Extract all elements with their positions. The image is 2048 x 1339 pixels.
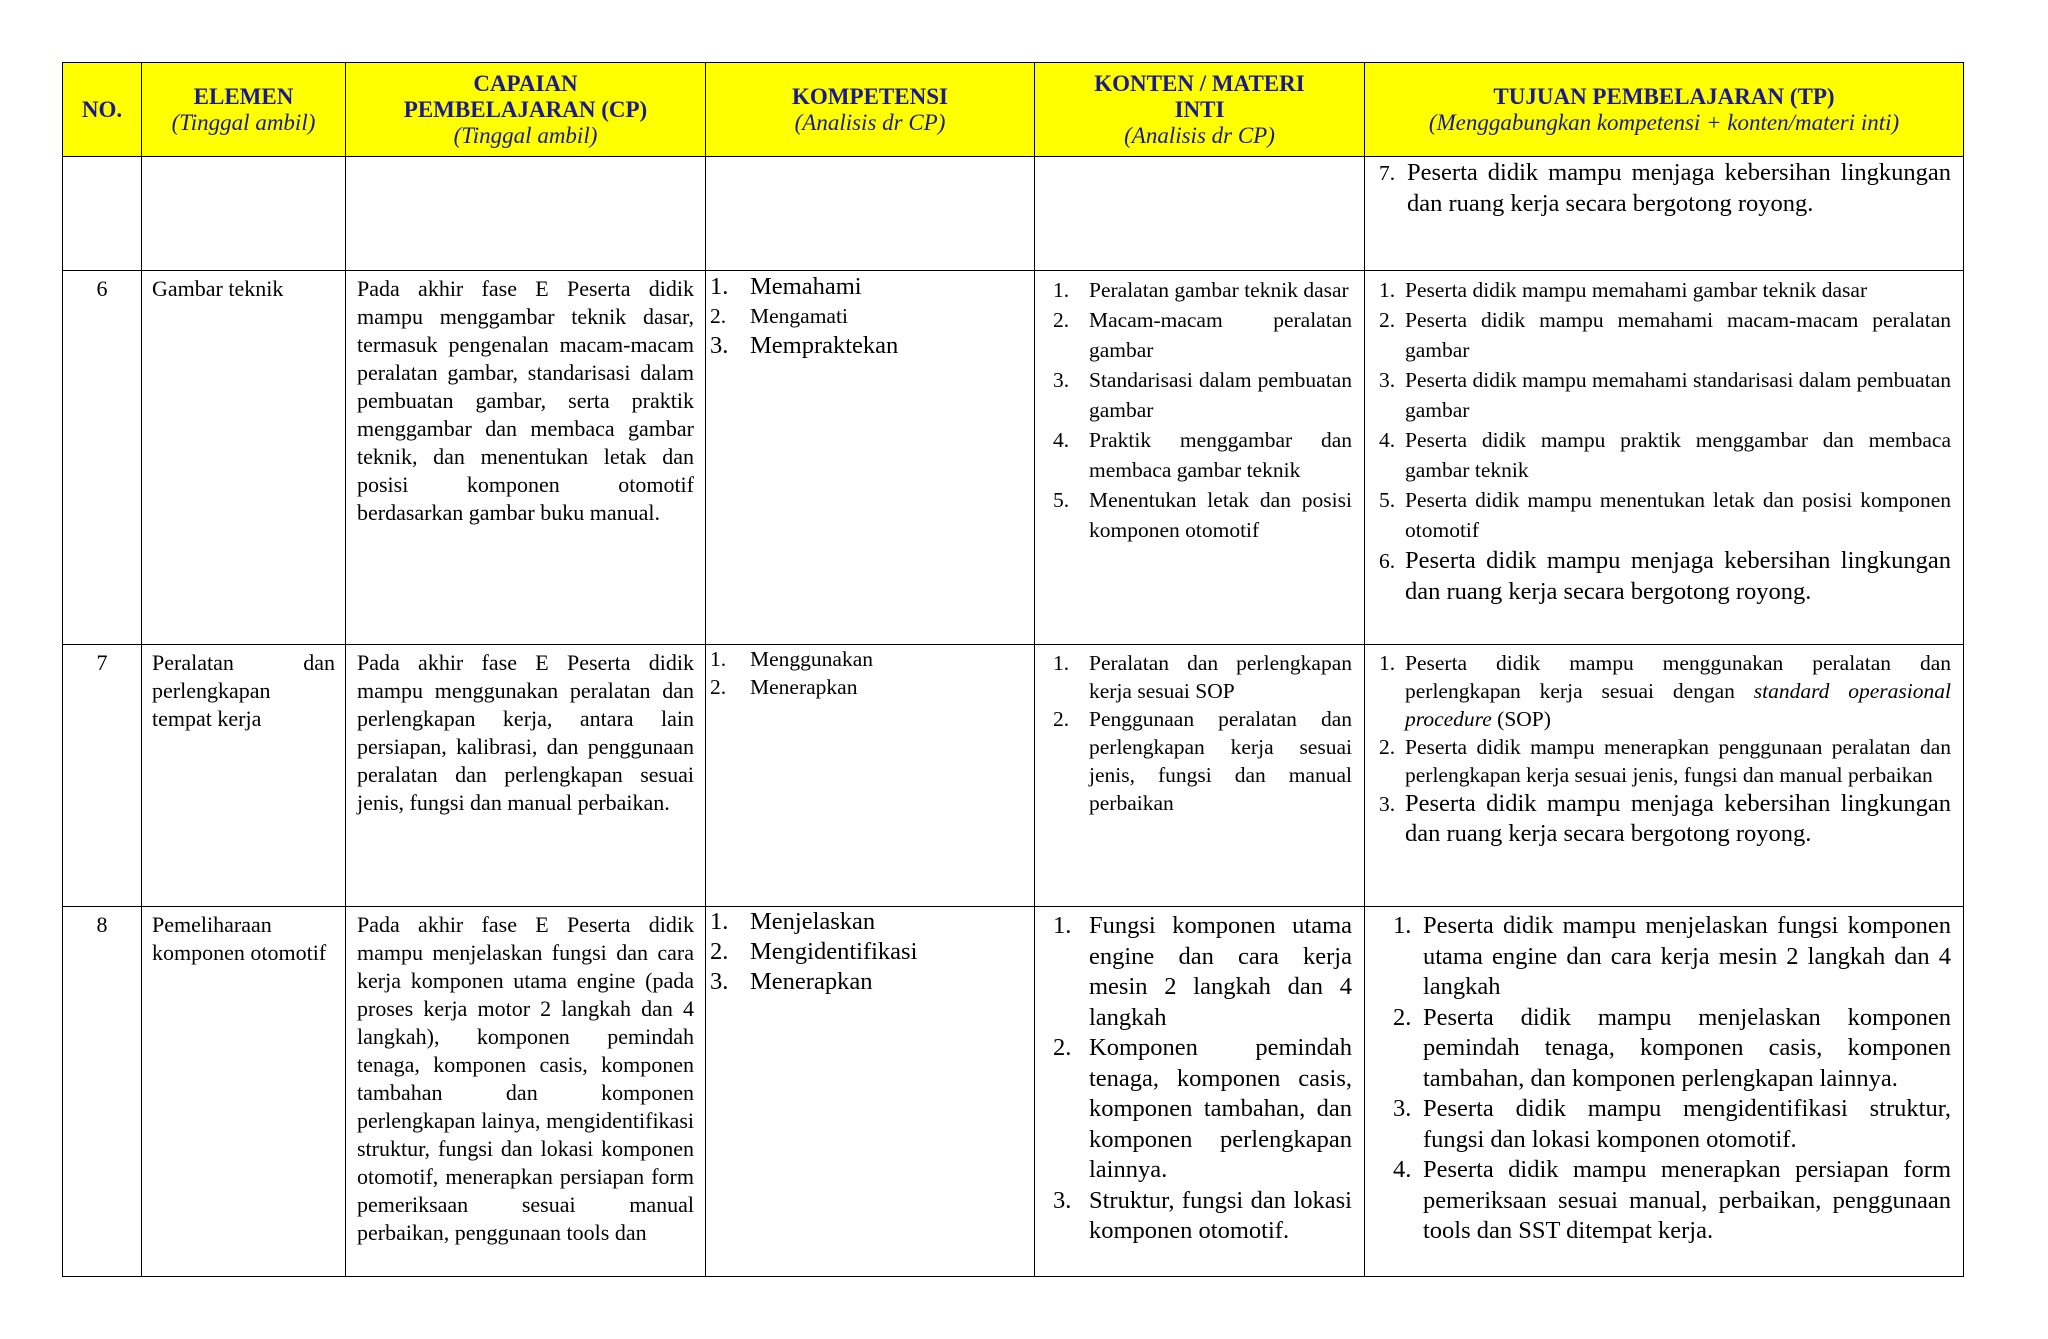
list-item: 2. Penggunaan peralatan dan perlengkapan kerja sesuai jenis, fungsi dan manual perbaikan [1053,707,1352,815]
list-item: 2. Peserta didik mampu menerapkan penggunaan peralatan dan perlengkapan kerja sesuai jenis, fungsi dan manual perbaikan [1379,735,1951,787]
cell-konten [1035,907,1365,1277]
list-item: 4. Peserta didik mampu menerapkan persiapan form pemeriksaan sesuai manual, perbaikan, penggunaan tools dan SST ditempat kerja. [1393,1156,1951,1244]
list-item: 1. Peralatan dan perlengkapan kerja sesuai SOP [1053,651,1352,703]
list-item: 5. Menentukan letak dan posisi komponen otomotif [1053,488,1352,542]
cell-tp [1365,271,1964,645]
cell-tp [1365,907,1964,1277]
table-row-continuation [63,157,1964,271]
list-item: 1. Fungsi komponen utama engine dan cara kerja mesin 2 langkah dan 4 langkah [1053,912,1352,1031]
list-item: 2. Komponen pemindah tenaga, komponen casis, komponen tambahan, dan komponen perlengkapan lainnya. [1053,1034,1352,1183]
list-item: 3. Mempraktekan [710,332,899,359]
list-item: 2. Mengidentifikasi [710,938,918,965]
cell-elemen: Gambar teknik [142,271,346,645]
list-item: 5. Peserta didik mampu menentukan letak dan posisi komponen otomotif [1379,488,1951,542]
header-row [63,63,1964,157]
cell-kompetensi [706,907,1035,1277]
table-row [63,645,1964,907]
cell-konten [1035,157,1365,271]
list-item: 4. Peserta didik mampu praktik menggambar dan membaca gambar teknik [1379,428,1951,482]
cell-no: 6 [63,271,142,645]
list-item: 1. Menggunakan [710,647,873,671]
list-item: 3. Peserta didik mampu mengidentifikasi struktur, fungsi dan lokasi komponen otomotif. [1393,1095,1951,1153]
table-row [63,271,1964,645]
header-konten: KONTEN / MATERI INTI (Analisis dr CP) [1035,63,1365,157]
cell-cp: Pada akhir fase E Peserta didik mampu menjelaskan fungsi dan cara kerja komponen utama engine (pada proses kerja motor 2 langkah dan 4 langkah), komponen pemindah tenaga, komponen casis, komponen tambahan dan komponen perlengkapan lainya, mengidentifikasi struktur, fungsi dan lokasi komponen otomotif, menerapkan persiapan form pemeriksaan sesuai manual perbaikan, penggunaan tools dan [346,907,706,1277]
list-item: 3. Menerapkan [710,968,873,995]
header-elemen: ELEMEN (Tinggal ambil) [142,63,346,157]
cell-elemen: Peralatan dan perlengkapan tempat kerja [142,645,346,907]
list-item: 1. Peserta didik mampu memahami gambar teknik dasar [1379,278,1868,302]
list-item: 2. Peserta didik mampu memahami macam-macam peralatan gambar [1379,308,1951,362]
curriculum-table [62,62,1964,1277]
list-item: 2. Macam-macam peralatan gambar [1053,308,1352,362]
cell-cp: Pada akhir fase E Peserta didik mampu menggunakan peralatan dan perlengkapan kerja, antara lain persiapan, kalibrasi, dan penggunaan peralatan dan perlengkapan sesuai jenis, fungsi dan manual perbaikan. [346,645,706,907]
cell-kompetensi [706,271,1035,645]
cell-konten [1035,271,1365,645]
cell-cp: Pada akhir fase E Peserta didik mampu menggambar teknik dasar, termasuk pengenalan macam-macam peralatan gambar, standarisasi dalam pembuatan gambar, serta praktik menggambar dan membaca gambar teknik, dan menentukan letak dan posisi komponen otomotif berdasarkan gambar buku manual. [346,271,706,645]
list-item: 6. Peserta didik mampu menjaga kebersihan lingkungan dan ruang kerja secara bergotong royong. [1379,547,1951,605]
list-item: 2. Peserta didik mampu menjelaskan komponen pemindah tenaga, komponen casis, komponen tambahan, dan komponen perlengkapan lainnya. [1393,1003,1951,1092]
list-item: 2. Menerapkan [710,675,858,699]
list-item: 3. Peserta didik mampu memahami standarisasi dalam pembuatan gambar [1379,368,1951,422]
list-item: 4. Praktik menggambar dan membaca gambar teknik [1053,428,1352,482]
list-item: 1. Memahami [710,273,862,300]
cell-no: 7 [63,645,142,907]
table-row [63,907,1964,1277]
cell-elemen: Pemeliharaan komponen otomotif [142,907,346,1277]
cell-cp [346,157,706,271]
list-item: 1. Menjelaskan [710,908,876,935]
header-no: NO. [63,63,142,157]
cell-no [63,157,142,271]
list-item: 1. Peserta didik mampu menggunakan peralatan dan perlengkapan kerja sesuai dengan standard operasional procedure (SOP) [1379,651,1951,731]
cell-tp [1365,157,1964,271]
list-item: 1. Peserta didik mampu menjelaskan fungsi komponen utama engine dan cara kerja mesin 2 langkah dan 4 langkah [1393,912,1951,1000]
list-item: 7. Peserta didik mampu menjaga kebersihan lingkungan dan ruang kerja secara bergotong royong. [1379,159,1951,217]
list-item: 3. Standarisasi dalam pembuatan gambar [1053,368,1352,422]
header-tp: TUJUAN PEMBELAJARAN (TP) (Menggabungkan kompetensi + konten/materi inti) [1365,63,1964,157]
header-cp: CAPAIAN PEMBELAJARAN (CP) (Tinggal ambil) [346,63,706,157]
cell-kompetensi [706,645,1035,907]
header-kompetensi: KOMPETENSI (Analisis dr CP) [706,63,1035,157]
list-item: 1. Peralatan gambar teknik dasar [1053,278,1349,302]
cell-kompetensi [706,157,1035,271]
cell-no: 8 [63,907,142,1277]
cell-konten [1035,645,1365,907]
cell-tp [1365,645,1964,907]
list-item: 2. Mengamati [710,304,848,328]
list-item: 3. Struktur, fungsi dan lokasi komponen otomotif. [1053,1186,1352,1244]
cell-elemen [142,157,346,271]
list-item: 3. Peserta didik mampu menjaga kebersihan lingkungan dan ruang kerja secara bergotong royong. [1379,790,1951,847]
